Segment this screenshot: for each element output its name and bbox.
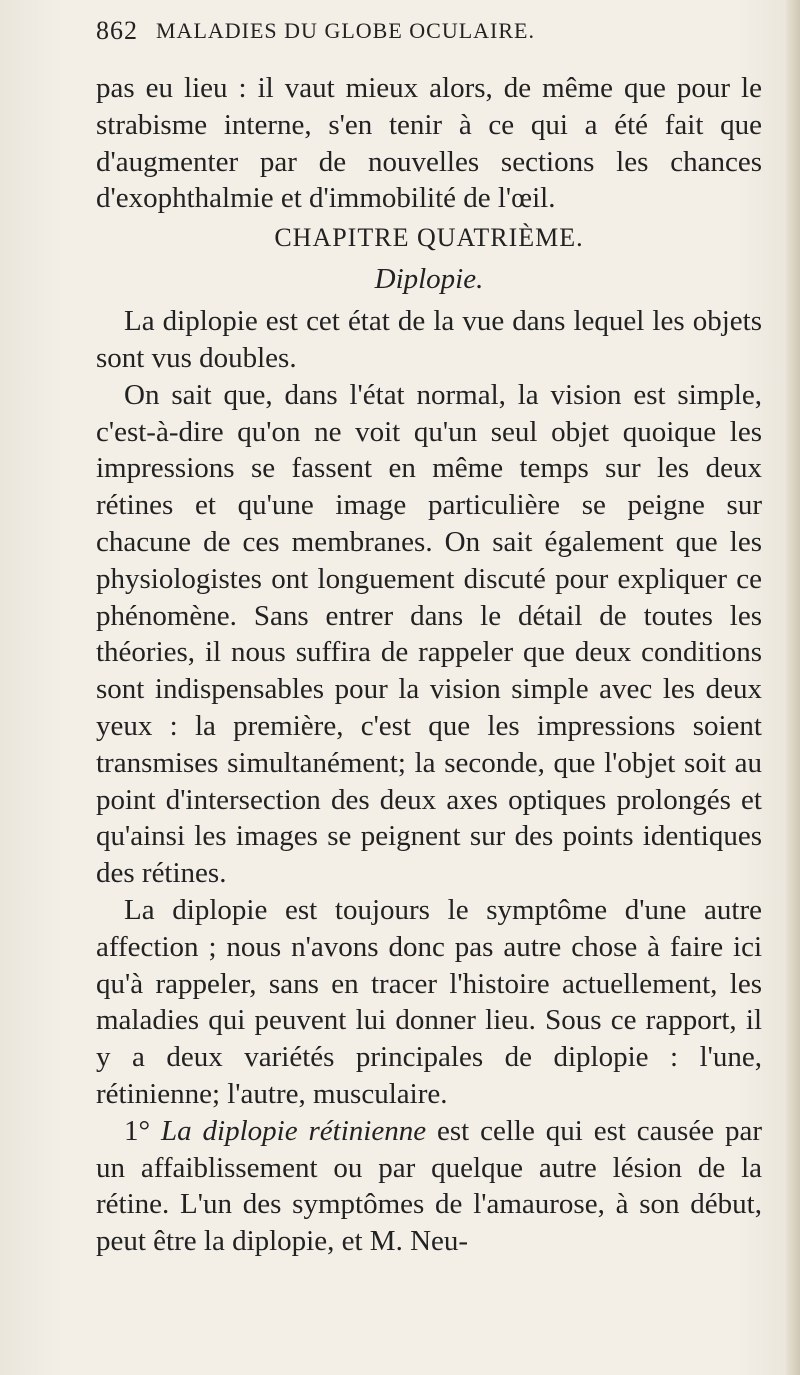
list-number: 1° xyxy=(124,1114,151,1147)
paragraph-continuation: pas eu lieu : il vaut mieux alors, de même que pour le strabisme interne, s'en tenir à ce qui a été fait que d'augmenter par de nouvelles sections les chances d'exophthalmie et d'immobilité de l'œil. xyxy=(96,72,762,215)
retinal-diplopia-text: est celle qui est causée par un affaiblissement ou par quelque autre lésion de la rétine. L'un des symptômes de l'amaurose, à son début, peut être la diplopie, et M. Neu- xyxy=(96,1114,763,1258)
page-body xyxy=(96,70,762,1260)
paragraph-retinal-diplopia xyxy=(96,1113,762,1260)
running-head: MALADIES DU GLOBE OCULAIRE. xyxy=(156,18,535,43)
chapter-subtitle: Diplopie. xyxy=(374,263,484,296)
page-number: 862 xyxy=(96,16,138,45)
paragraph-normal-vision: On sait que, dans l'état normal, la vision est simple, c'est-à-dire qu'on ne voit qu'un seul objet quoique les impressions se fassent en même temps sur les deux rétines et qu'une image particulière se peigne sur chacune de ces membranes. On sait également que les physiologistes ont longuement discuté pour expliquer ce phénomène. Sans entrer dans le détail de toutes les théories, il nous suffira de rappeler que deux conditions sont indispensables pour la vision simple avec les deux yeux : la première, c'est que les impressions soient transmises simultanément; la seconde, que l'objet soit au point d'intersection des deux axes optiques prolongés et qu'ainsi les images se peignent sur des points identiques des rétines. xyxy=(96,378,762,890)
chapter-title: CHAPITRE QUATRIÈME. xyxy=(274,223,584,253)
paragraph-varieties: La diplopie est toujours le symptôme d'une autre affection ; nous n'avons donc pas autre chose à faire ici qu'à rappeler, sans en tracer l'histoire actuellement, les maladies qui peuvent lui donner lieu. Sous ce rapport, il y a deux variétés principales de diplopie : l'une, rétinienne; l'autre, musculaire. xyxy=(96,893,762,1110)
retinal-diplopia-term: La diplopie rétinienne xyxy=(161,1114,427,1147)
page-edge xyxy=(786,0,800,1375)
page-header xyxy=(96,16,756,56)
paragraph-definition: La diplopie est cet état de la vue dans lequel les objets sont vus doubles. xyxy=(96,305,762,374)
